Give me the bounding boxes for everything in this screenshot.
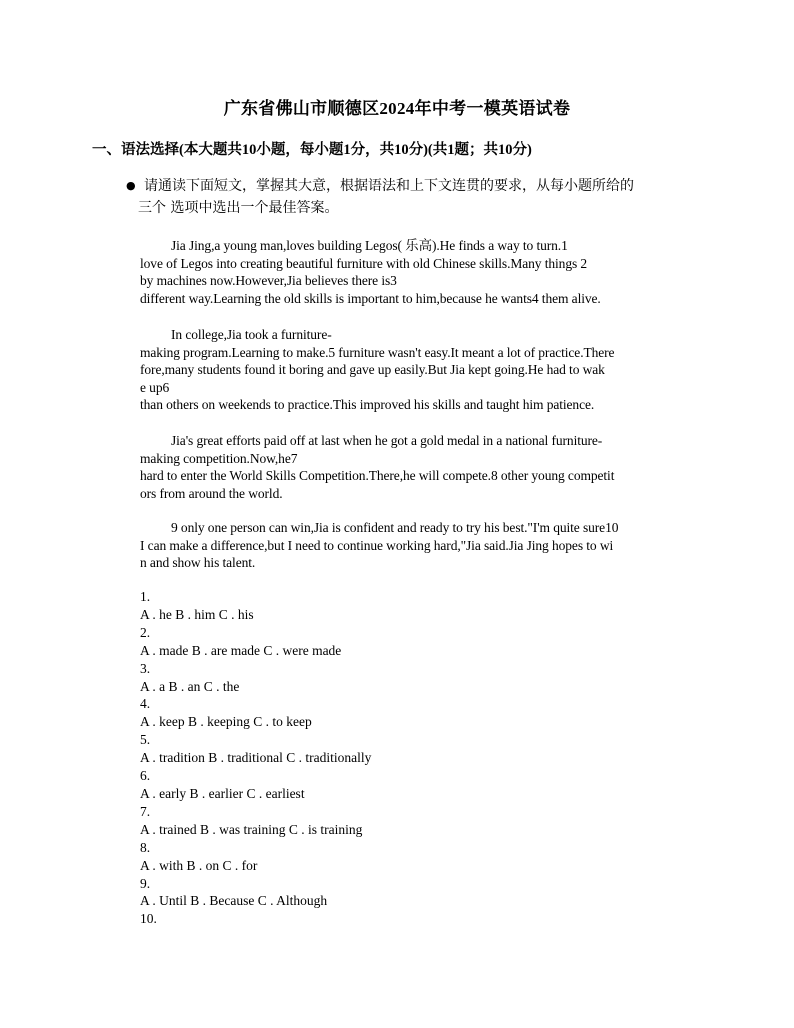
question-options: A . he B . him C . his bbox=[140, 606, 254, 622]
bullet-dot-icon: ● bbox=[126, 179, 136, 192]
passage-paragraph-4 bbox=[140, 519, 696, 572]
page-title: 广东省佛山市顺德区2024年中考一模英语试卷 bbox=[223, 99, 571, 118]
passage-paragraph-2 bbox=[140, 326, 696, 414]
passage-line: making program.Learning to make.5 furniture wasn't easy.It meant a lot of practice.There bbox=[140, 344, 615, 360]
passage-line: making competition.Now,he7 bbox=[140, 450, 298, 466]
question-options: A . Until B . Because C . Although bbox=[140, 893, 328, 909]
instruction-line: 三个 选项中选出一个最佳答案。 bbox=[138, 200, 339, 216]
question-number: 6. bbox=[140, 768, 151, 784]
instruction-line: 请通读下面短文，掌握其大意，根据语法和上下文连贯的要求，从每小题所给的 bbox=[144, 178, 634, 194]
passage-paragraph-1 bbox=[140, 237, 696, 307]
passage-line: In college,Jia took a furniture- bbox=[171, 327, 332, 342]
question-number: 3. bbox=[140, 660, 151, 676]
question-number: 1. bbox=[140, 589, 151, 604]
passage-line: love of Legos into creating beautiful furniture with old Chinese skills.Many things 2 bbox=[140, 255, 588, 271]
instruction-block bbox=[128, 175, 694, 219]
passage-line: 9 only one person can win,Jia is confident and ready to try his best."I'm quite sure10 bbox=[171, 520, 619, 535]
passage-line: fore,many students found it boring and gave up easily.But Jia kept going.He had to wak bbox=[140, 362, 605, 378]
passage-line: different way.Learning the old skills is important to him,because he wants4 them alive. bbox=[140, 290, 601, 306]
passage-line: Jia Jing,a young man,loves building Legos( 乐高).He finds a way to turn.1 bbox=[171, 238, 568, 253]
question-number: 5. bbox=[140, 732, 151, 748]
passage-line: I can make a difference,but I need to continue working hard,"Jia said.Jia Jing hopes to wi bbox=[140, 537, 614, 553]
question-options: A . keep B . keeping C . to keep bbox=[140, 714, 312, 730]
question-number: 8. bbox=[140, 839, 151, 855]
passage-line: ors from around the world. bbox=[140, 485, 283, 501]
passage-line: than others on weekends to practice.This improved his skills and taught him patience. bbox=[140, 397, 595, 413]
question-number: 9. bbox=[140, 875, 151, 891]
question-number: 4. bbox=[140, 696, 151, 712]
question-options: A . a B . an C . the bbox=[140, 678, 240, 694]
question-options: A . with B . on C . for bbox=[140, 857, 258, 873]
passage-paragraph-3 bbox=[140, 432, 696, 502]
question-number: 7. bbox=[140, 803, 151, 819]
section-heading: 一、语法选择(本大题共10小题，每小题1分，共10分)(共1题；共10分) bbox=[92, 142, 532, 158]
question-options: A . trained B . was training C . is training bbox=[140, 821, 363, 837]
passage-line: hard to enter the World Skills Competition.There,he will compete.8 other young competit bbox=[140, 468, 615, 484]
question-options: A . made B . are made C . were made bbox=[140, 642, 342, 658]
question-options: A . tradition B . traditional C . traditionally bbox=[140, 750, 372, 766]
question-number: 2. bbox=[140, 624, 151, 640]
question-options: A . early B . earlier C . earliest bbox=[140, 785, 305, 801]
question-number: 10. bbox=[140, 911, 157, 927]
passage-line: by machines now.However,Jia believes there is3 bbox=[140, 273, 397, 289]
passage-line: Jia's great efforts paid off at last when he got a gold medal in a national furniture- bbox=[171, 433, 603, 448]
question-list bbox=[140, 588, 371, 928]
passage-line: n and show his talent. bbox=[140, 555, 256, 571]
passage-line: e up6 bbox=[140, 379, 170, 395]
